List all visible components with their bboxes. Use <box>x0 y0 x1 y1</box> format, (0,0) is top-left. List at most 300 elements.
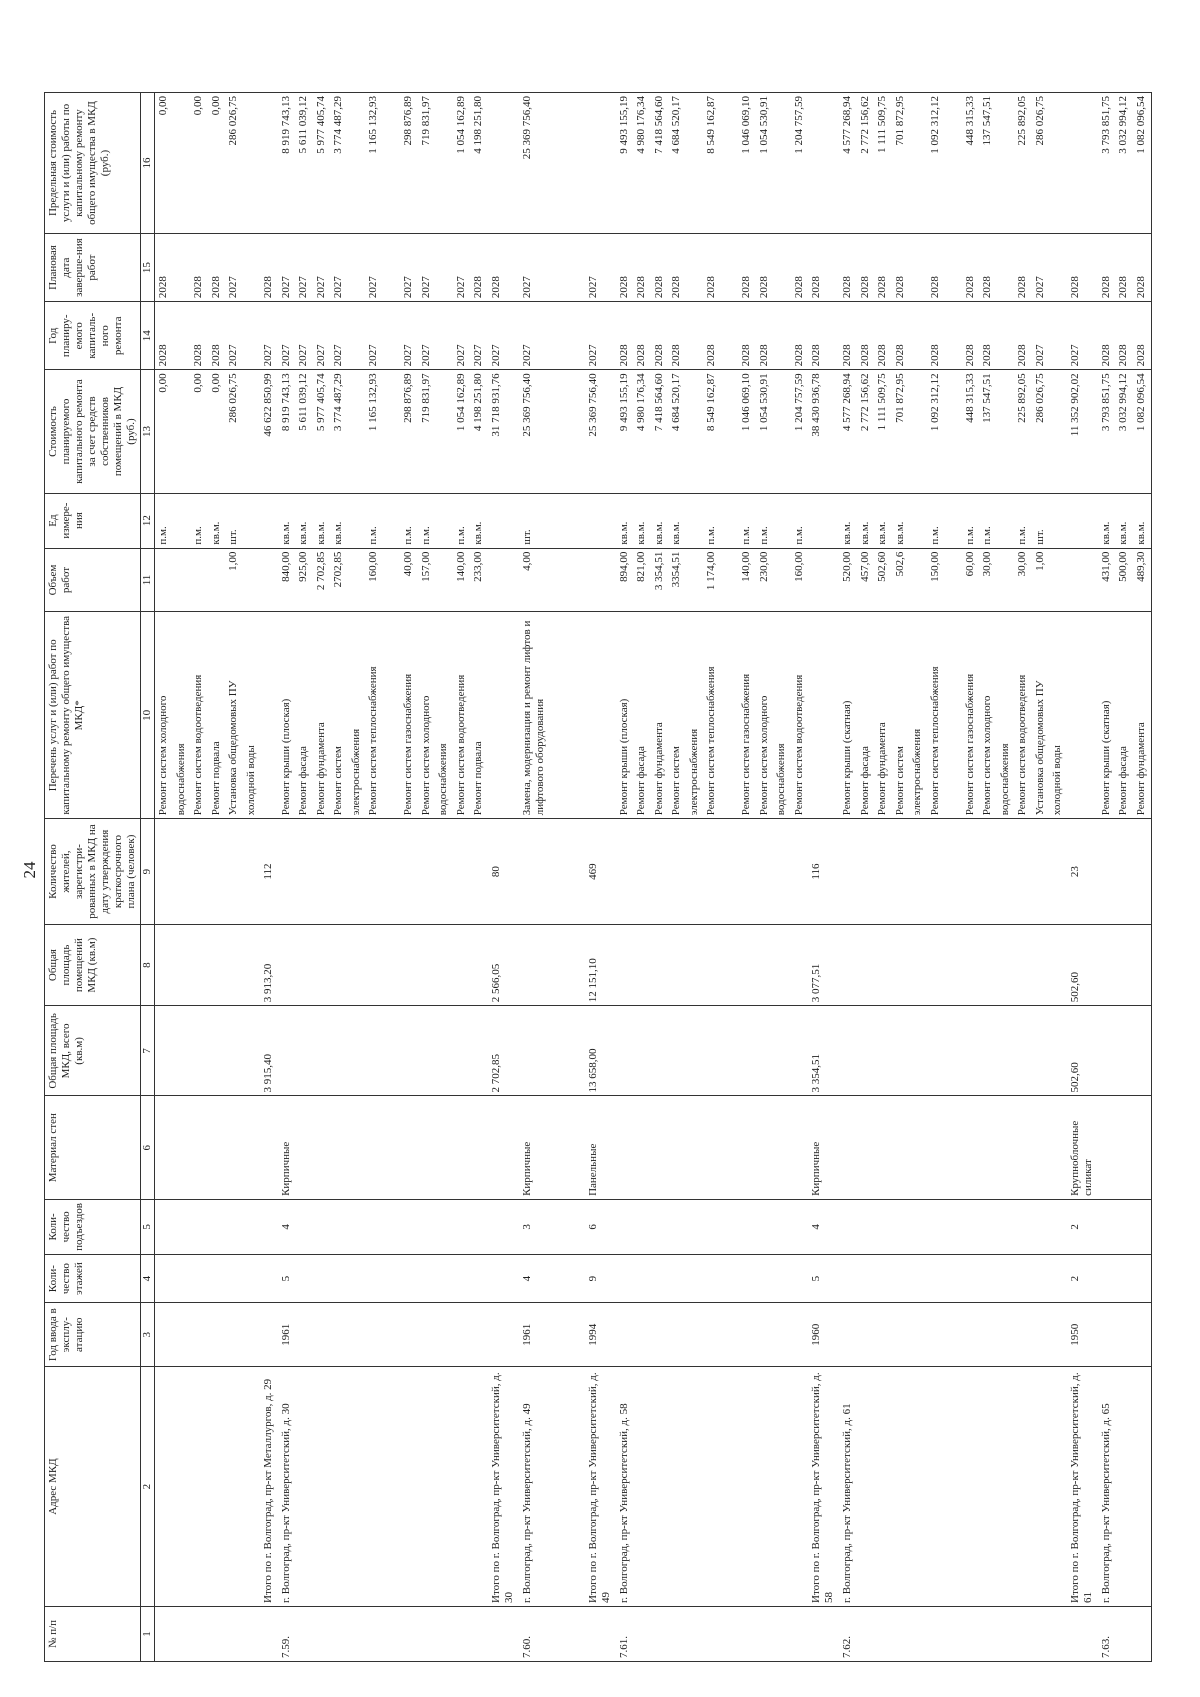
table-cell <box>365 924 383 1005</box>
table-cell <box>173 302 191 370</box>
table-cell <box>1032 819 1050 925</box>
table-cell <box>874 1607 892 1662</box>
table-cell <box>295 1199 313 1254</box>
table-cell <box>567 370 585 493</box>
table-cell <box>997 493 1015 548</box>
table-cell <box>997 924 1015 1005</box>
table-row <box>703 93 721 1662</box>
table-row <box>383 93 401 1662</box>
table-cell <box>633 819 651 925</box>
table-cell <box>383 1199 401 1254</box>
table-cell <box>550 612 568 819</box>
table-cell: 2028 <box>756 302 774 370</box>
table-row <box>773 93 791 1662</box>
table-cell: 2 772 156,62 <box>857 370 875 493</box>
table-cell <box>155 1006 173 1096</box>
table-cell <box>383 1254 401 1302</box>
table-cell: 2028 <box>756 233 774 301</box>
table-row <box>839 93 857 1662</box>
table-cell: 2027 <box>295 302 313 370</box>
table-cell <box>773 1199 791 1254</box>
table-cell: 431,00 <box>1098 548 1116 612</box>
table-cell <box>997 370 1015 493</box>
table-cell <box>1098 1199 1116 1254</box>
table-cell <box>348 819 366 925</box>
table-cell <box>400 1006 418 1096</box>
table-cell <box>721 1367 739 1607</box>
table-cell <box>944 93 962 234</box>
table-cell <box>703 924 721 1005</box>
table-cell <box>1049 493 1067 548</box>
table-cell <box>295 819 313 925</box>
table-cell <box>550 1367 568 1607</box>
table-row <box>686 93 704 1662</box>
column-header: Материал стен <box>45 1096 141 1199</box>
table-cell: 5 611 039,12 <box>295 370 313 493</box>
table-cell <box>435 1006 453 1096</box>
table-cell <box>190 1006 208 1096</box>
table-cell <box>668 1006 686 1096</box>
table-row <box>567 93 585 1662</box>
table-cell: 821,00 <box>633 548 651 612</box>
table-cell: кв.м. <box>295 493 313 548</box>
table-cell <box>348 1607 366 1662</box>
table-cell <box>909 493 927 548</box>
table-cell: 0,00 <box>208 370 226 493</box>
table-cell <box>892 924 910 1005</box>
table-cell <box>944 548 962 612</box>
table-cell <box>435 1367 453 1607</box>
table-cell: п.м. <box>927 493 945 548</box>
table-cell <box>383 1006 401 1096</box>
table-cell: 2028 <box>1098 233 1116 301</box>
table-cell <box>633 924 651 1005</box>
table-cell <box>668 1607 686 1662</box>
table-cell <box>686 548 704 612</box>
table-cell: кв.м. <box>330 493 348 548</box>
table-cell <box>1115 1303 1133 1367</box>
table-cell <box>488 1199 519 1254</box>
table-cell <box>383 93 401 234</box>
table-cell: Итого по г. Волгоград, пр-кт Металлургов, д. 29 <box>260 1367 278 1607</box>
table-cell <box>686 819 704 925</box>
table-cell <box>550 1096 568 1199</box>
table-cell: Ремонт систем теплоснабжения <box>365 612 383 819</box>
table-cell <box>1032 1367 1050 1607</box>
table-cell: 3 913,20 <box>260 924 278 1005</box>
table-cell: 3 774 487,29 <box>330 370 348 493</box>
table-cell <box>155 1199 173 1254</box>
table-cell <box>874 1199 892 1254</box>
table-cell: Ремонт фасада <box>857 612 875 819</box>
table-cell: 4 684 520,17 <box>668 370 686 493</box>
table-cell: 502,60 <box>1067 924 1098 1005</box>
table-cell <box>997 1096 1015 1199</box>
table-row <box>962 93 980 1662</box>
table-cell: кв.м. <box>839 493 857 548</box>
table-row <box>1098 93 1116 1662</box>
table-cell <box>944 924 962 1005</box>
table-cell <box>909 1096 927 1199</box>
table-cell: Ремонт систем водоотведения <box>791 612 809 819</box>
table-cell <box>567 548 585 612</box>
table-cell: Ремонт систем теплоснабжения <box>703 612 721 819</box>
table-cell <box>330 1199 348 1254</box>
table-row <box>892 93 910 1662</box>
table-cell <box>585 612 616 819</box>
table-cell <box>892 1607 910 1662</box>
table-cell <box>190 1199 208 1254</box>
table-cell: кв.м. <box>616 493 634 548</box>
table-cell: 5 <box>808 1254 839 1302</box>
table-cell <box>330 924 348 1005</box>
table-cell: 4 577 268,94 <box>839 370 857 493</box>
table-row <box>1133 93 1152 1662</box>
table-cell: г. Волгоград, пр-кт Университетский, д. 65 <box>1098 1367 1116 1607</box>
table-cell: 2027 <box>330 233 348 301</box>
table-cell <box>348 548 366 612</box>
table-cell <box>909 302 927 370</box>
table-cell: 2 566,05 <box>488 924 519 1005</box>
table-cell <box>365 1254 383 1302</box>
table-cell <box>567 1367 585 1607</box>
table-cell <box>616 1006 634 1096</box>
table-cell: 25 369 756,40 <box>519 370 550 493</box>
table-cell: 2027 <box>488 302 519 370</box>
table-cell <box>1032 1607 1050 1662</box>
table-cell <box>243 1367 261 1607</box>
table-cell <box>738 924 756 1005</box>
table-cell <box>225 1303 243 1367</box>
table-cell: 116 <box>808 819 839 925</box>
table-cell <box>313 1096 331 1199</box>
table-cell: 1 165 132,93 <box>365 370 383 493</box>
table-cell <box>435 924 453 1005</box>
table-cell: 2027 <box>313 302 331 370</box>
table-cell: 2028 <box>651 302 669 370</box>
table-cell <box>1067 493 1098 548</box>
table-cell <box>155 548 173 612</box>
table-cell <box>721 612 739 819</box>
table-cell: 457,00 <box>857 548 875 612</box>
table-cell <box>260 612 278 819</box>
table-cell: Крупноблочные силикат <box>1067 1096 1098 1199</box>
table-cell <box>756 1254 774 1302</box>
table-cell: 1,00 <box>225 548 243 612</box>
table-cell <box>857 1607 875 1662</box>
table-cell <box>944 819 962 925</box>
table-cell <box>567 1303 585 1367</box>
table-cell: 3 774 487,29 <box>330 93 348 234</box>
table-cell: п.м. <box>1014 493 1032 548</box>
table-cell <box>260 1254 278 1302</box>
table-cell: шт. <box>225 493 243 548</box>
table-cell <box>173 1254 191 1302</box>
table-cell <box>313 924 331 1005</box>
table-cell <box>567 1096 585 1199</box>
table-row <box>1032 93 1050 1662</box>
table-cell <box>721 1199 739 1254</box>
table-cell: 7 418 564,60 <box>651 370 669 493</box>
table-cell <box>808 612 839 819</box>
table-row <box>909 93 927 1662</box>
table-cell: 286 026,75 <box>1032 370 1050 493</box>
table-cell <box>173 819 191 925</box>
table-row <box>633 93 651 1662</box>
table-cell <box>1049 302 1067 370</box>
table-cell: Ремонт систем <box>330 612 348 819</box>
table-cell <box>927 1006 945 1096</box>
table-cell <box>874 1367 892 1607</box>
table-cell <box>839 1096 857 1199</box>
table-cell <box>997 93 1015 234</box>
table-cell <box>550 233 568 301</box>
table-cell <box>962 1367 980 1607</box>
table-cell: 0,00 <box>190 93 208 234</box>
table-cell <box>1014 1367 1032 1607</box>
table-cell <box>225 1096 243 1199</box>
table-cell <box>1098 924 1116 1005</box>
table-cell: кв.м. <box>651 493 669 548</box>
table-cell <box>243 93 261 234</box>
table-cell <box>453 1607 471 1662</box>
table-cell <box>962 819 980 925</box>
table-cell <box>962 1303 980 1367</box>
table-cell <box>773 1006 791 1096</box>
table-cell: 3 793 851,75 <box>1098 93 1116 234</box>
table-cell <box>295 924 313 1005</box>
table-cell: 2027 <box>418 302 436 370</box>
table-cell <box>435 819 453 925</box>
table-cell <box>791 1607 809 1662</box>
table-cell <box>773 819 791 925</box>
table-cell: 1 111 509,75 <box>874 93 892 234</box>
table-cell <box>365 819 383 925</box>
table-row <box>365 93 383 1662</box>
table-cell <box>738 1303 756 1367</box>
table-cell <box>979 1006 997 1096</box>
table-cell: 2028 <box>633 233 651 301</box>
table-cell <box>1133 1096 1152 1199</box>
table-cell <box>173 1367 191 1607</box>
table-row <box>1067 93 1098 1662</box>
table-cell <box>703 1303 721 1367</box>
table-cell <box>773 93 791 234</box>
table-row <box>874 93 892 1662</box>
table-cell <box>979 1199 997 1254</box>
table-cell <box>418 1199 436 1254</box>
table-cell <box>773 1367 791 1607</box>
column-header: Общая площадь помещений МКД (кв.м) <box>45 924 141 1005</box>
table-cell: 2 772 156,62 <box>857 93 875 234</box>
table-cell <box>155 1254 173 1302</box>
table-cell: 1 082 096,54 <box>1133 93 1152 234</box>
table-cell <box>435 1607 453 1662</box>
table-cell: 9 493 155,19 <box>616 370 634 493</box>
table-cell <box>997 1254 1015 1302</box>
table-cell <box>278 1006 296 1096</box>
table-cell: 1 054 162,89 <box>453 93 471 234</box>
column-number: 4 <box>141 1254 155 1302</box>
table-cell <box>927 1367 945 1607</box>
table-cell <box>155 1607 173 1662</box>
table-cell: 2028 <box>1067 233 1098 301</box>
column-header: Объем работ <box>45 548 141 612</box>
table-cell <box>703 1367 721 1607</box>
table-cell <box>721 233 739 301</box>
table-cell <box>791 1199 809 1254</box>
table-cell <box>155 924 173 1005</box>
table-cell: 2027 <box>1067 302 1098 370</box>
table-cell <box>616 1254 634 1302</box>
table-cell: 80 <box>488 819 519 925</box>
table-cell <box>225 1199 243 1254</box>
table-cell: 137 547,51 <box>979 93 997 234</box>
table-cell <box>651 1607 669 1662</box>
table-cell <box>1133 1303 1152 1367</box>
column-number: 5 <box>141 1199 155 1254</box>
table-cell <box>173 1199 191 1254</box>
column-number: 7 <box>141 1006 155 1096</box>
table-cell: 448 315,33 <box>962 370 980 493</box>
table-cell: 8 919 743,13 <box>278 93 296 234</box>
table-cell: 0,00 <box>155 370 173 493</box>
table-cell <box>400 1199 418 1254</box>
table-cell <box>616 1199 634 1254</box>
table-row <box>208 93 226 1662</box>
table-cell <box>488 1303 519 1367</box>
table-cell <box>857 1303 875 1367</box>
table-cell: 2028 <box>791 233 809 301</box>
table-cell <box>892 819 910 925</box>
table-cell <box>651 1367 669 1607</box>
table-cell: Ремонт систем водоотведения <box>190 612 208 819</box>
table-cell <box>225 924 243 1005</box>
table-cell <box>418 1006 436 1096</box>
table-cell <box>260 1607 278 1662</box>
table-cell <box>651 1006 669 1096</box>
table-row <box>295 93 313 1662</box>
table-cell <box>260 493 278 548</box>
table-cell <box>839 924 857 1005</box>
table-cell <box>400 1254 418 1302</box>
column-header: Год планиру-емого капиталь-ного ремонта <box>45 302 141 370</box>
table-cell <box>1115 1367 1133 1607</box>
table-cell <box>909 1254 927 1302</box>
table-cell <box>616 1096 634 1199</box>
table-cell <box>208 1199 226 1254</box>
table-cell: 12 151,10 <box>585 924 616 1005</box>
table-cell <box>721 548 739 612</box>
table-cell <box>773 1607 791 1662</box>
table-cell: 2028 <box>962 302 980 370</box>
table-cell <box>909 370 927 493</box>
table-cell: 233,00 <box>470 548 488 612</box>
column-number: 6 <box>141 1096 155 1199</box>
table-cell <box>383 548 401 612</box>
table-cell <box>791 1367 809 1607</box>
table-cell <box>927 924 945 1005</box>
column-number: 13 <box>141 370 155 493</box>
table-cell <box>225 1367 243 1607</box>
table-cell <box>585 493 616 548</box>
table-cell <box>1032 1303 1050 1367</box>
table-cell: 2027 <box>278 302 296 370</box>
table-cell: 2027 <box>313 233 331 301</box>
table-cell: Ремонт крыши (плоская) <box>278 612 296 819</box>
table-cell <box>313 1367 331 1607</box>
table-cell <box>773 493 791 548</box>
table-cell <box>892 1199 910 1254</box>
table-cell <box>668 924 686 1005</box>
table-cell <box>585 93 616 234</box>
table-cell <box>857 1199 875 1254</box>
table-row <box>400 93 418 1662</box>
table-cell: 8 549 162,87 <box>703 93 721 234</box>
table-row <box>173 93 191 1662</box>
table-cell <box>1133 1254 1152 1302</box>
table-cell <box>721 493 739 548</box>
table-cell <box>260 1096 278 1199</box>
table-cell: 2028 <box>791 302 809 370</box>
table-cell <box>260 1303 278 1367</box>
table-cell <box>330 1254 348 1302</box>
table-cell <box>418 1607 436 1662</box>
table-cell <box>668 1199 686 1254</box>
table-cell <box>791 1096 809 1199</box>
table-cell: 925,00 <box>295 548 313 612</box>
table-cell <box>773 924 791 1005</box>
table-cell: 3 354,51 <box>808 1006 839 1096</box>
table-cell <box>243 1303 261 1367</box>
table-cell <box>668 1254 686 1302</box>
table-cell <box>1133 1607 1152 1662</box>
table-cell <box>453 924 471 1005</box>
table-cell <box>874 924 892 1005</box>
table-cell <box>686 493 704 548</box>
table-cell <box>892 1254 910 1302</box>
table-cell <box>470 819 488 925</box>
table-row <box>944 93 962 1662</box>
table-cell <box>453 1303 471 1367</box>
table-cell <box>1014 1303 1032 1367</box>
table-cell <box>243 1096 261 1199</box>
table-cell <box>348 302 366 370</box>
table-cell: Итого по г. Волгоград, пр-кт Университетский, д. 30 <box>488 1367 519 1607</box>
table-cell: 2028 <box>962 233 980 301</box>
table-cell <box>962 1254 980 1302</box>
table-cell <box>944 370 962 493</box>
table-cell: 2027 <box>1032 302 1050 370</box>
table-cell <box>1133 1006 1152 1096</box>
table-cell: 1 046 069,10 <box>738 370 756 493</box>
table-cell <box>295 1006 313 1096</box>
table-cell <box>791 819 809 925</box>
table-cell: 1 165 132,93 <box>365 93 383 234</box>
table-cell <box>330 1006 348 1096</box>
table-cell: 23 <box>1067 819 1098 925</box>
table-row <box>979 93 997 1662</box>
table-cell: п.м. <box>453 493 471 548</box>
table-cell: Ремонт систем водоотведения <box>1014 612 1032 819</box>
table-row <box>1115 93 1133 1662</box>
table-cell <box>773 233 791 301</box>
table-cell: 1 054 162,89 <box>453 370 471 493</box>
table-cell: 112 <box>260 819 278 925</box>
table-cell <box>633 1367 651 1607</box>
table-cell <box>1098 1254 1116 1302</box>
table-cell <box>348 1096 366 1199</box>
